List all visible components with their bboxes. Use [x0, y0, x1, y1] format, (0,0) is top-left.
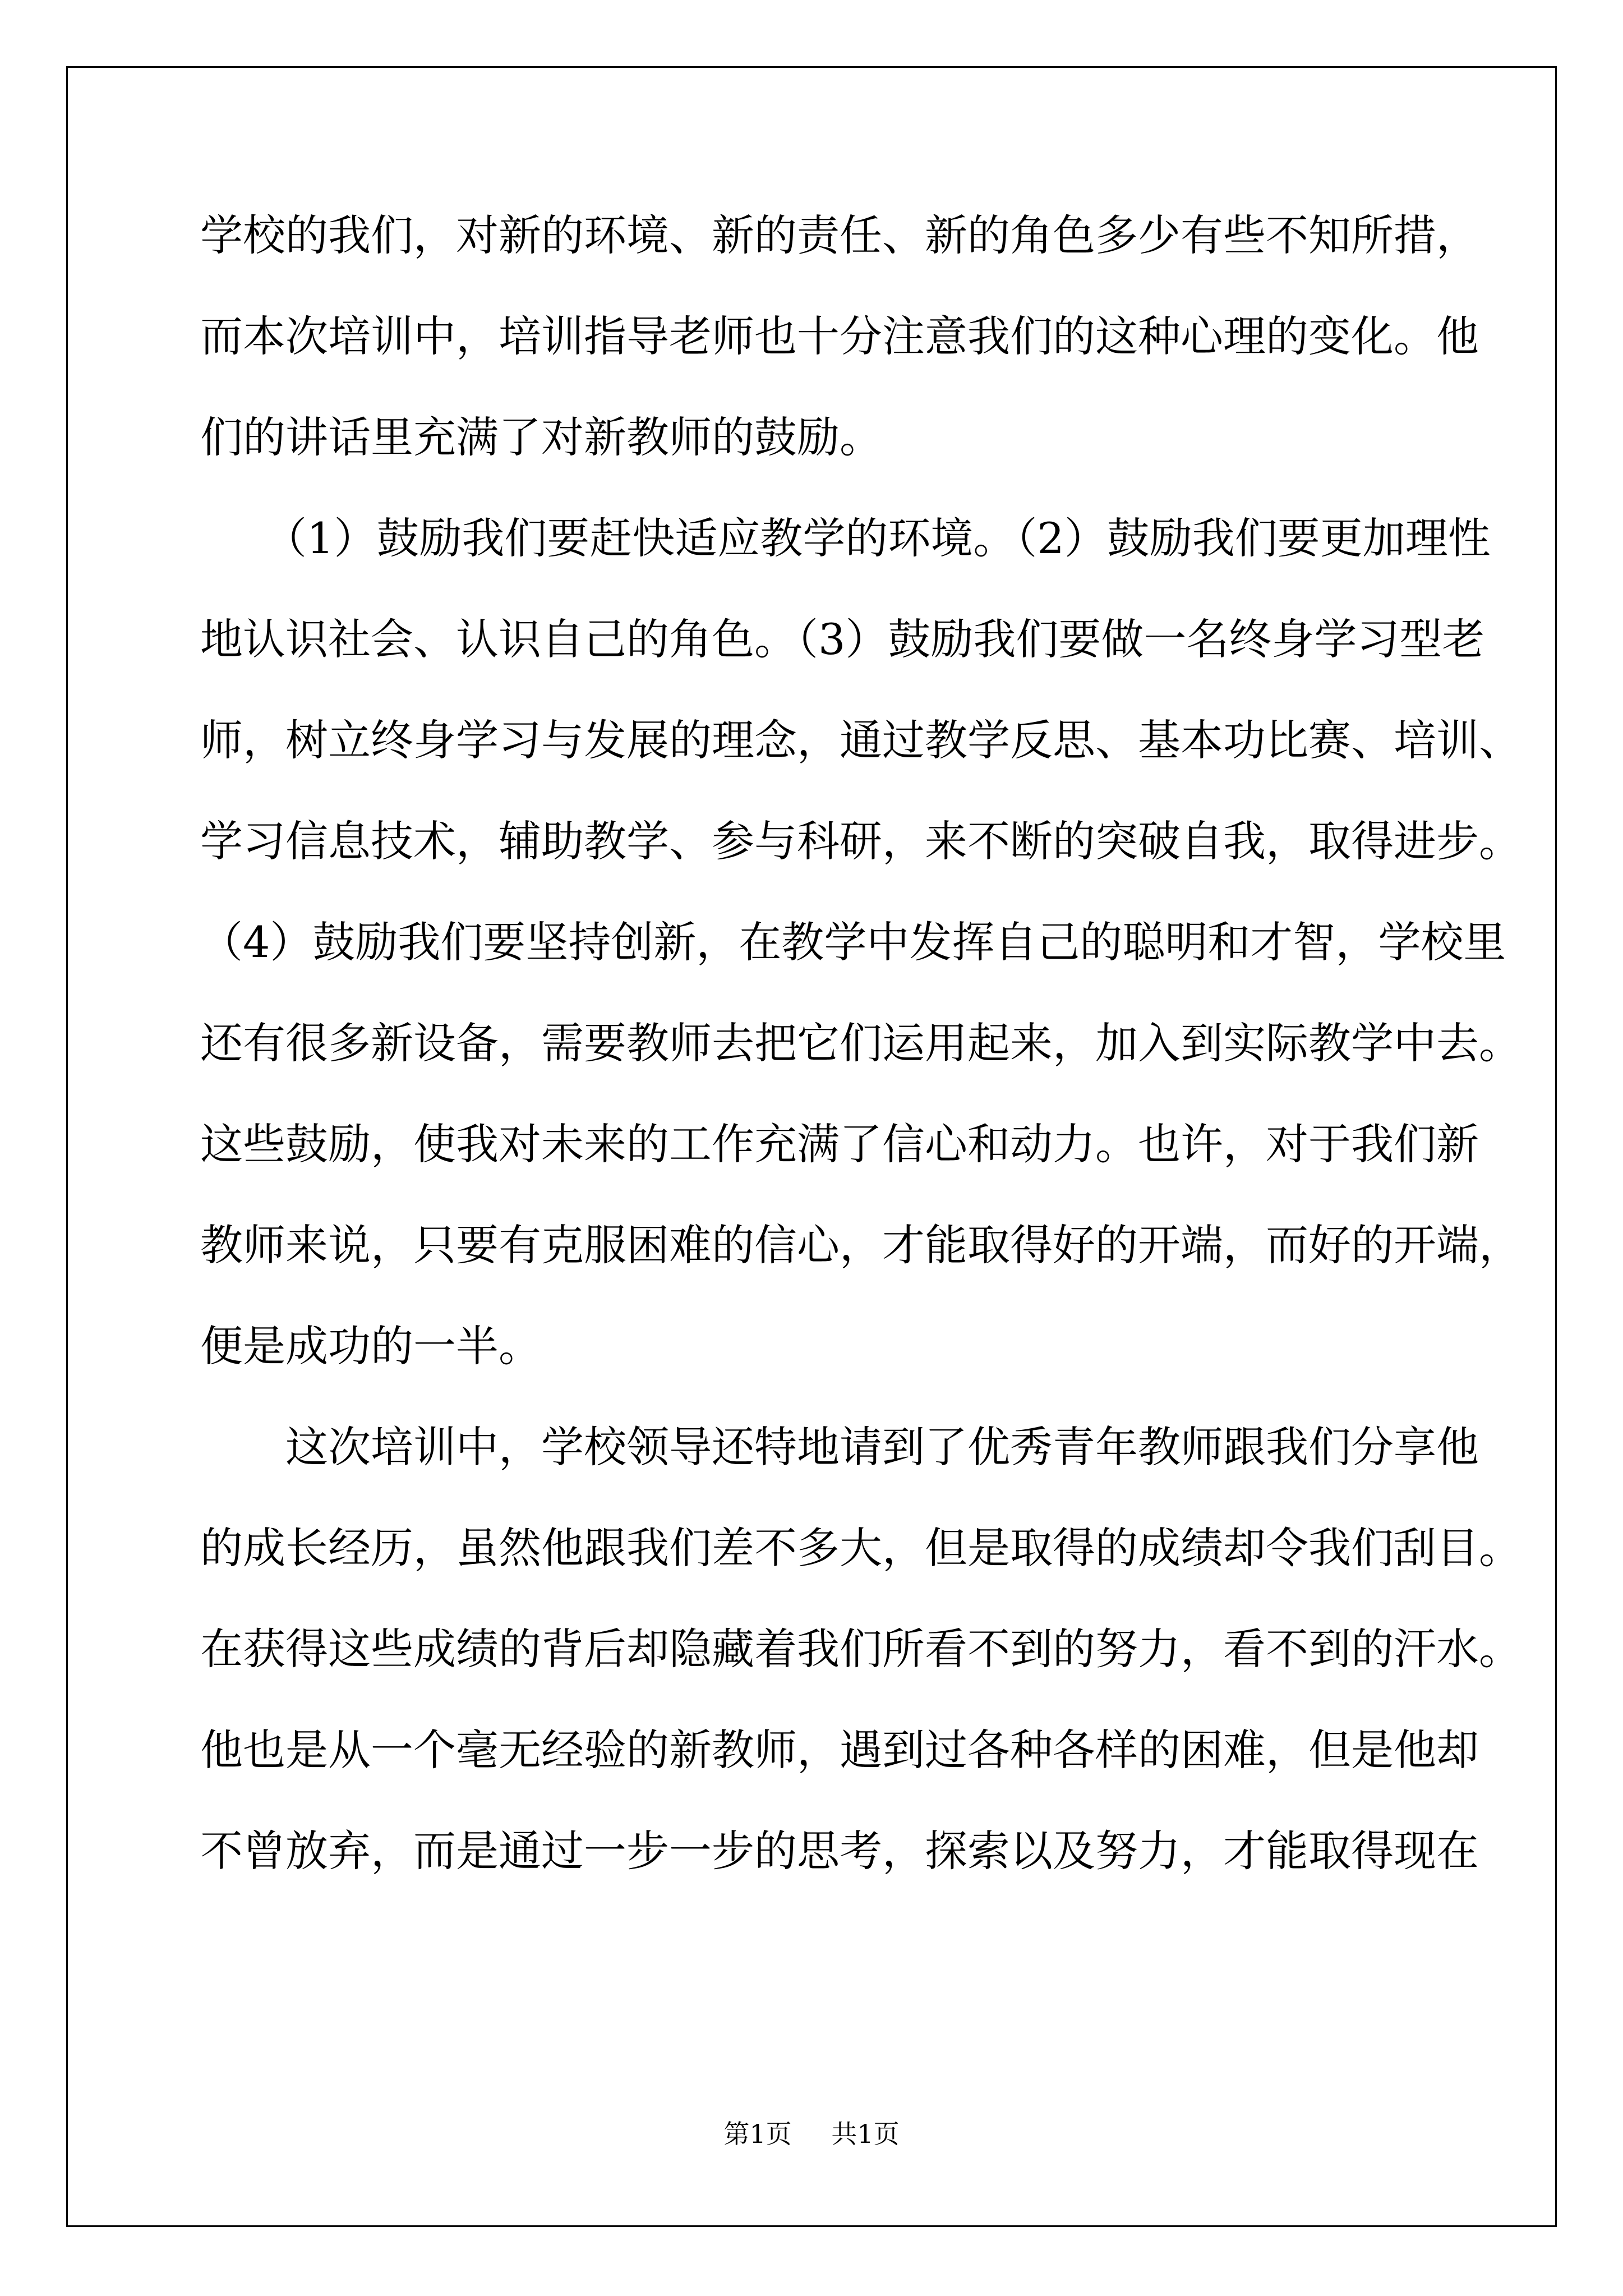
paragraph-3 — [200, 1419, 1521, 1924]
text-line: （1）鼓励我们要赶快适应教学的环境。（2）鼓励我们要更加理性 — [200, 513, 1491, 563]
text-line: 地认识社会、认识自己的角色。（3）鼓励我们要做一名终身学习型老 — [200, 614, 1485, 664]
text-line: 不曾放弃，而是通过一步一步的思考，探索以及努力，才能取得现在 — [200, 1826, 1479, 1876]
text-line: 学习信息技术，辅助教学、参与科研，来不断的突破自我，取得进步。 — [200, 816, 1521, 866]
paragraph-2 — [200, 510, 1521, 1419]
text-line: 教师来说，只要有克服困难的信心，才能取得好的开端，而好的开端， — [200, 1220, 1521, 1270]
text-line: （4）鼓励我们要坚持创新，在教学中发挥自己的聪明和才智，学校里 — [200, 917, 1506, 967]
document-body — [200, 208, 1521, 1924]
text-line: 学校的我们，对新的环境、新的责任、新的角色多少有些不知所措， — [200, 210, 1479, 260]
text-line: 师，树立终身学习与发展的理念，通过教学反思、基本功比赛、培训、 — [200, 715, 1521, 765]
page-footer — [0, 2114, 1623, 2151]
text-line: 在获得这些成绩的背后却隐藏着我们所看不到的努力，看不到的汗水。 — [200, 1624, 1521, 1674]
text-line: 还有很多新设备，需要教师去把它们运用起来，加入到实际教学中去。 — [200, 1018, 1521, 1068]
text-line: 这些鼓励，使我对未来的工作充满了信心和动力。也许，对于我们新 — [200, 1119, 1479, 1169]
paragraph-1 — [200, 208, 1479, 510]
text-line: 这次培训中，学校领导还特地请到了优秀青年教师跟我们分享他 — [200, 1422, 1479, 1472]
text-line: 而本次培训中，培训指导老师也十分注意我们的这种心理的变化。他 — [200, 311, 1479, 361]
text-line: 便是成功的一半。 — [200, 1321, 541, 1371]
text-line: 他也是从一个毫无经验的新教师，遇到过各种各样的困难，但是他却 — [200, 1725, 1479, 1775]
page-total: 共1页 — [831, 2119, 900, 2149]
text-line: 们的讲话里充满了对新教师的鼓励。 — [200, 412, 882, 462]
page-number: 第1页 — [723, 2119, 792, 2149]
text-line: 的成长经历，虽然他跟我们差不多大，但是取得的成绩却令我们刮目。 — [200, 1523, 1521, 1573]
